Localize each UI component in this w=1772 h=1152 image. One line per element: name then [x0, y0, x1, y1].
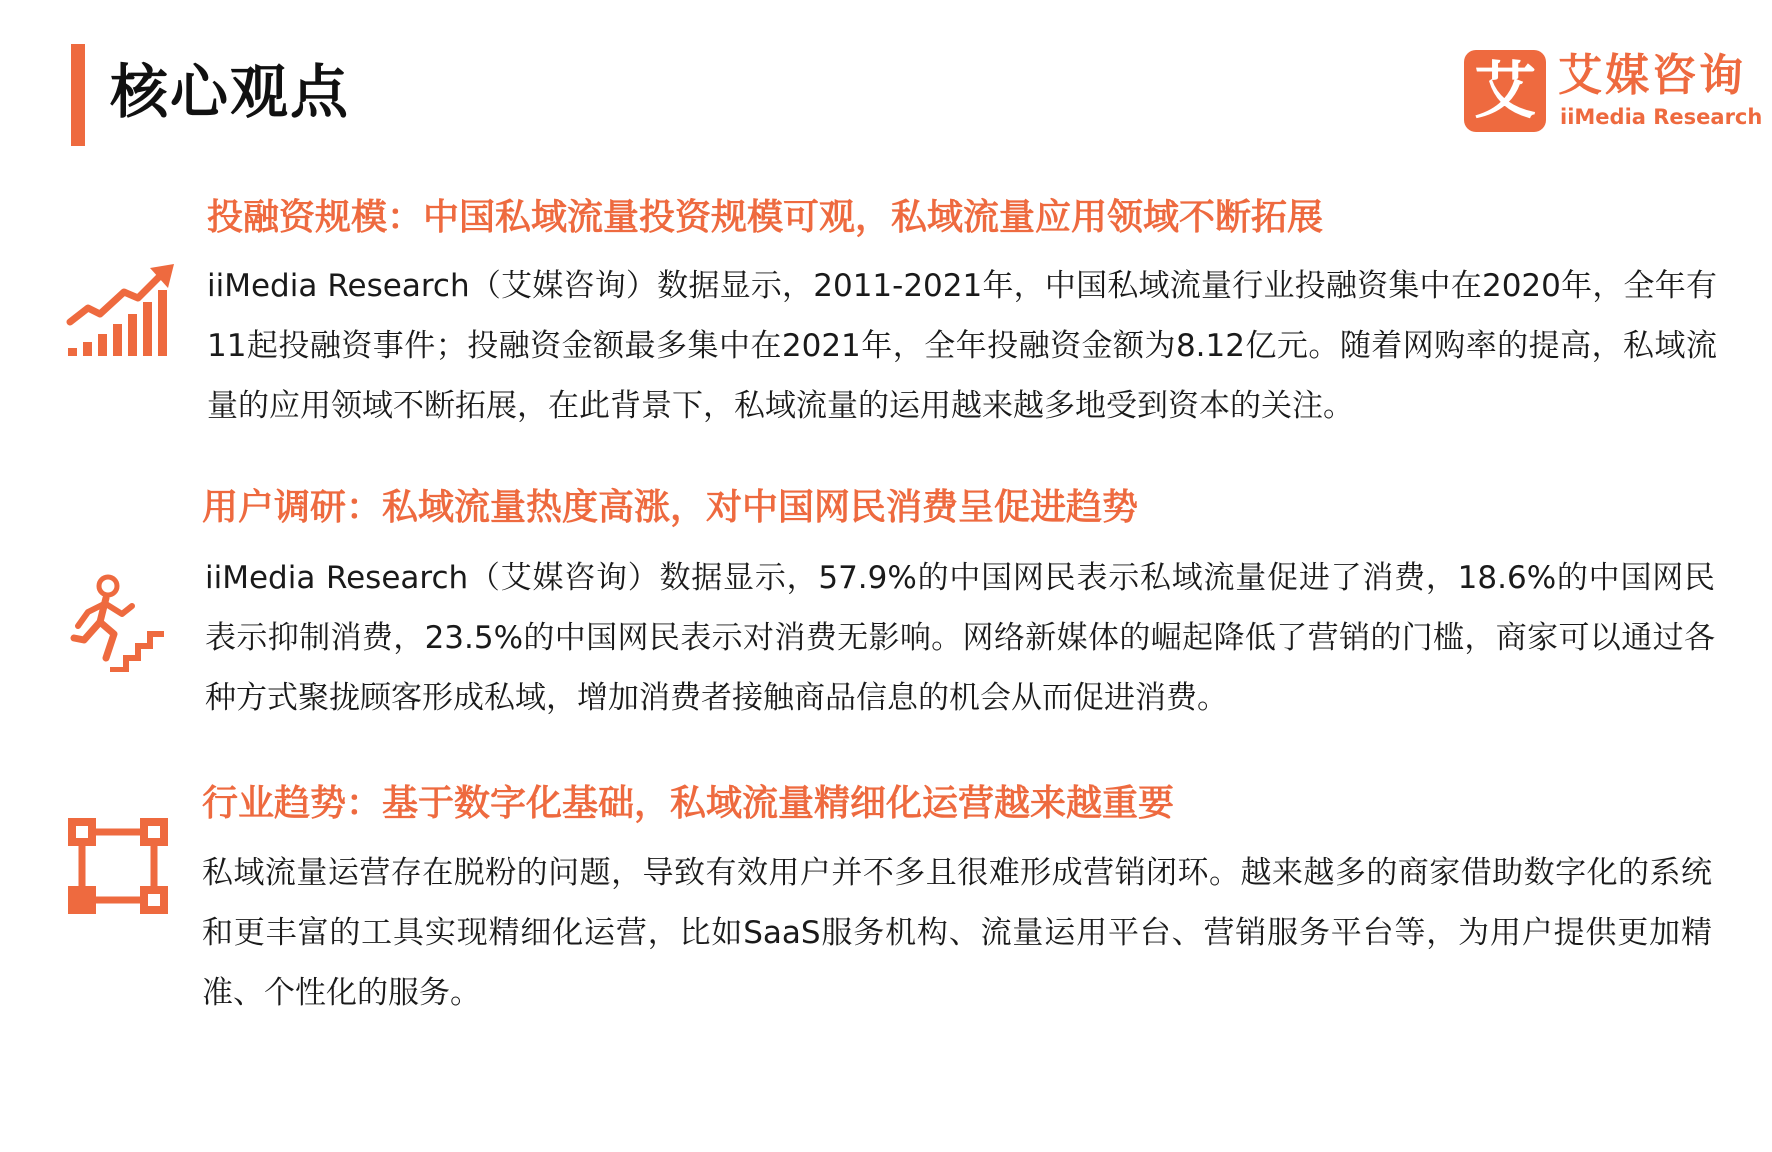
section-body: 私域流量运营存在脱粉的问题，导致有效用户并不多且很难形成营销闭环。越来越多的商家借助数字化的系统和更丰富的工具实现精细化运营，比如SaaS服务机构、流量运用平台、营销服务平台等，为用户提供更加精准、个性化的服务。: [202, 855, 1712, 1011]
section-body: iiMedia Research（艾媒咨询）数据显示，57.9%的中国网民表示私域流量促进了消费，18.6%的中国网民表示抑制消费，23.5%的中国网民表示对消费无影响。网络新媒体的崛起降低了营销的门槛，商家可以通过各种方式聚拢顾客形成私域，增加消费者接触商品信息的机会从而促进消费。: [205, 560, 1715, 716]
network-frame-icon: [68, 818, 168, 914]
growth-chart-icon: [66, 262, 176, 358]
logo-name-cn: 艾媒咨询: [1558, 50, 1746, 101]
running-up-stairs-icon: [70, 574, 166, 672]
section-heading: 投融资规模：中国私域流量投资规模可观，私域流量应用领域不断拓展: [207, 197, 1324, 238]
title-accent-bar: [71, 44, 85, 146]
page-title: 核心观点: [110, 58, 351, 126]
section-heading: 用户调研：私域流量热度高涨，对中国网民消费呈促进趋势: [202, 487, 1139, 528]
brand-logo: [1464, 48, 1763, 134]
logo-name-en: iiMedia Research: [1560, 105, 1763, 129]
section-heading: 行业趋势：基于数字化基础，私域流量精细化运营越来越重要: [202, 783, 1175, 824]
section-body: iiMedia Research（艾媒咨询）数据显示，2011-2021年，中国私域流量行业投融资集中在2020年，全年有11起投融资事件；投融资金额最多集中在2021年，全年投融资金额为8.12亿元。随着网购率的提高，私域流量的应用领域不断拓展，在此背景下，私域流量的运用越来越多地受到资本的关注。: [207, 268, 1717, 424]
logo-mark: 艾: [1464, 50, 1546, 132]
